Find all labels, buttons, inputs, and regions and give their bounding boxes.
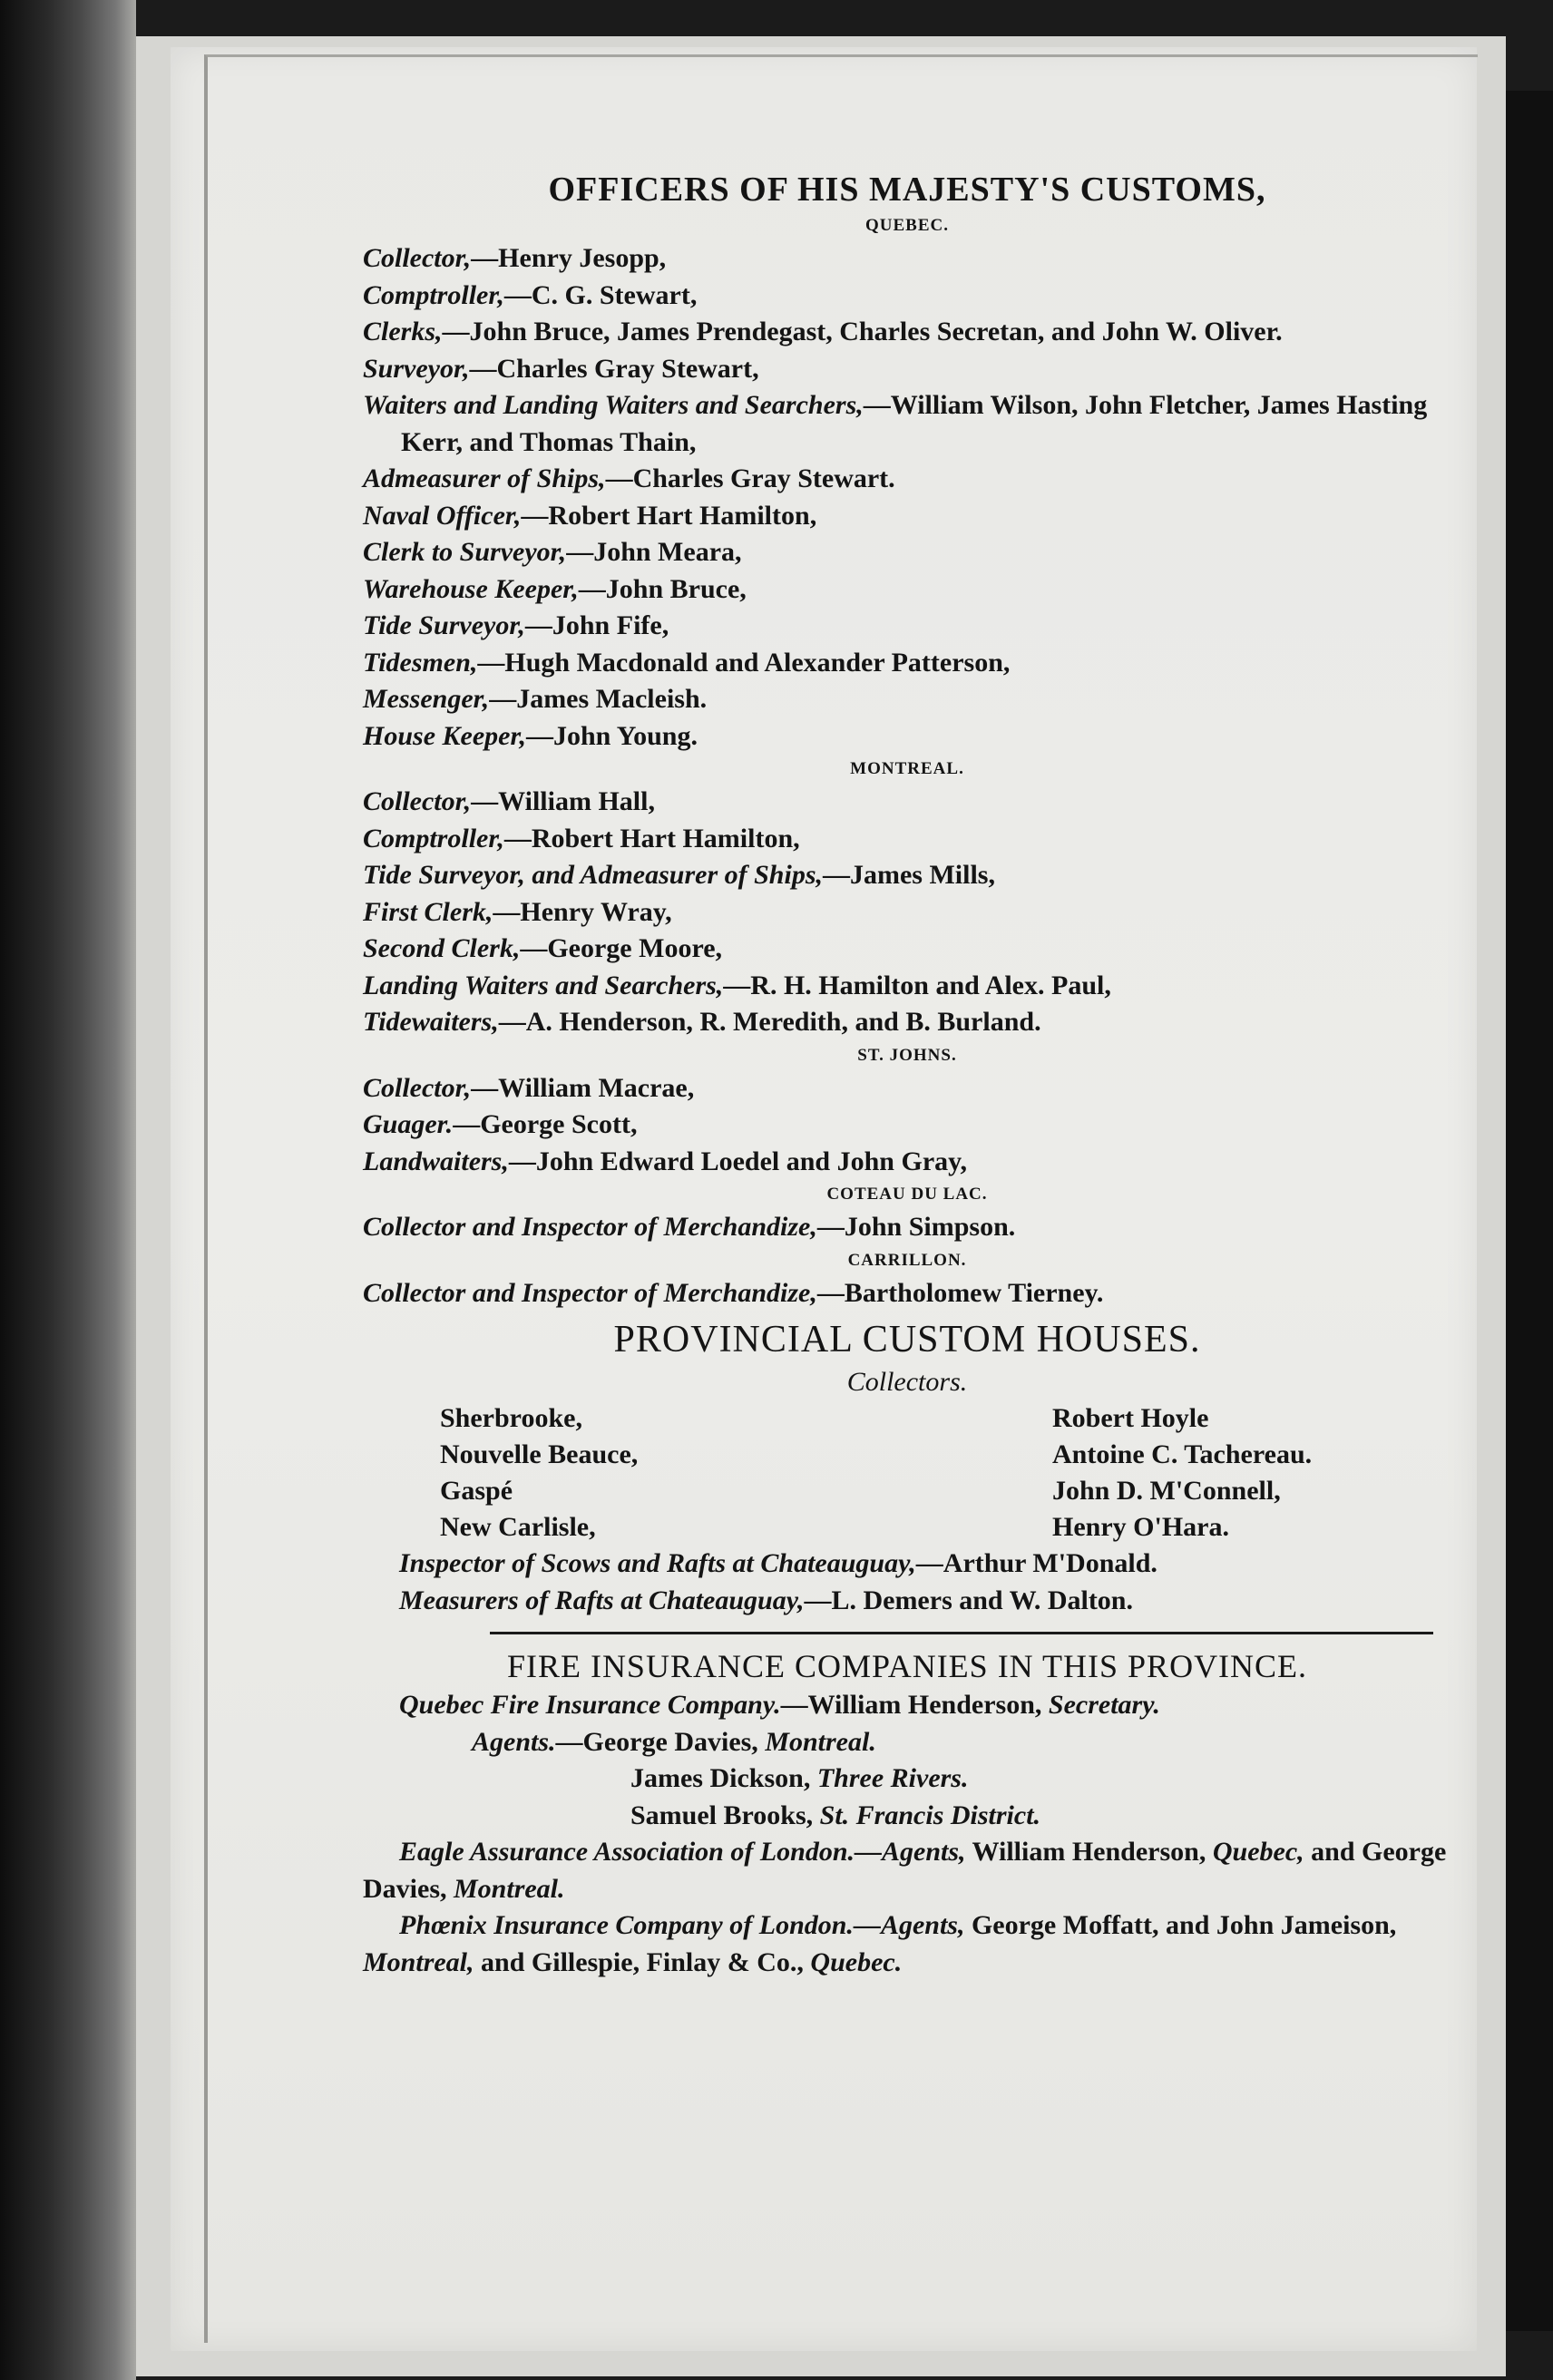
officer-entry (363, 534, 1451, 571)
officer-role: Warehouse Keeper, (363, 573, 579, 604)
quebec-fire-secretary-name: —William Henderson, (780, 1690, 1042, 1720)
officer-role: Landing Waiters and Searchers, (363, 970, 724, 1000)
officer-role: Clerk to Surveyor, (363, 537, 567, 567)
officer-role: Collector, (363, 1072, 472, 1103)
officer-entry (363, 821, 1451, 858)
eagle-agent2: and George Davies, (363, 1837, 1447, 1904)
provincial-collector: Henry O'Hara. (1052, 1512, 1229, 1542)
officer-role: Measurers of Rafts at Chateauguay, (399, 1585, 805, 1615)
provincial-extra-entry (399, 1583, 1451, 1620)
provincial-table (363, 1400, 1451, 1546)
provincial-title: PROVINCIAL CUSTOM HOUSES. (613, 1319, 1201, 1361)
provincial-collector: Antoine C. Tachereau. (1052, 1439, 1313, 1469)
officer-name: —George Scott, (453, 1109, 638, 1139)
provincial-collector: John D. M'Connell, (1052, 1476, 1281, 1506)
document-content (363, 168, 1451, 1981)
officer-name: —John Edward Loedel and John Gray, (508, 1146, 967, 1176)
quebec-fire-company: Quebec Fire Insurance Company. (399, 1690, 781, 1720)
eagle-place2: Montreal. (454, 1873, 565, 1904)
provincial-extra-entry (399, 1546, 1451, 1583)
officer-entry (363, 645, 1451, 682)
officer-name: —George Moore, (520, 933, 723, 963)
agent1-place: Montreal. (765, 1726, 876, 1757)
phoenix-place2: Quebec. (810, 1946, 903, 1977)
officer-entry (363, 240, 1451, 278)
officer-name: —John Bruce, James Prendegast, Charles Secretan, and John W. Oliver. (442, 317, 1283, 346)
section-heading: COTEAU DU LAC. (826, 1185, 988, 1204)
officer-role: Collector, (363, 243, 472, 273)
eagle-company: Eagle Assurance Association of London. (399, 1837, 855, 1867)
agents-label: Agents. (472, 1726, 556, 1757)
officer-role: Landwaiters, (363, 1146, 509, 1176)
officer-name: —L. Demers and W. Dalton. (804, 1585, 1133, 1615)
officer-role: Collector and Inspector of Merchandize, (363, 1212, 817, 1242)
officer-name: —C. G. Stewart, (503, 279, 698, 310)
officer-role: Comptroller, (363, 823, 504, 853)
officer-role: Comptroller, (363, 279, 504, 310)
agent-line-1 (363, 1724, 1451, 1761)
officer-entry (363, 931, 1451, 968)
officer-name: —Henry Jesopp, (471, 243, 667, 273)
officer-entry (363, 608, 1451, 645)
officer-entry (363, 968, 1451, 1005)
agent2-place: Three Rivers. (816, 1763, 969, 1793)
agent-line-3 (363, 1798, 1451, 1835)
officer-role: Inspector of Scows and Rafts at Chateauguay, (399, 1548, 916, 1578)
officer-role: Admeasurer of Ships, (363, 463, 606, 493)
officer-name: —Bartholomew Tierney. (816, 1277, 1104, 1308)
officer-name: —R. H. Hamilton and Alex. Paul, (723, 970, 1111, 1000)
officer-entry (363, 894, 1451, 932)
officer-entry (363, 784, 1451, 821)
officer-role: Tidewaiters, (363, 1007, 499, 1037)
officer-name: —Arthur M'Donald. (915, 1548, 1157, 1578)
officer-entry (363, 278, 1451, 315)
officer-entry (363, 1209, 1451, 1246)
agent-line-2 (363, 1761, 1451, 1798)
section-heading: CARRILLON. (847, 1250, 967, 1270)
page-title: OFFICERS OF HIS MAJESTY'S CUSTOMS, (548, 171, 1266, 209)
phoenix-agent1: George Moffatt, and John Jameison, (971, 1910, 1397, 1940)
officer-role: Tide Surveyor, (363, 610, 525, 640)
officer-entry (363, 498, 1451, 535)
section-heading: ST. JOHNS. (857, 1045, 957, 1065)
officer-name: —William Wilson, John Fletcher, James Hasting Kerr, and Thomas Thain, (401, 390, 1428, 457)
officer-role: Tide Surveyor, and Admeasurer of Ships, (363, 860, 823, 890)
facing-page-edge (1506, 91, 1553, 2331)
phoenix-agents-label: —Agents, (853, 1910, 965, 1940)
provincial-place: Gaspé (440, 1476, 513, 1506)
officer-entry (363, 461, 1451, 498)
officer-role: Second Clerk, (363, 933, 521, 963)
phoenix-company: Phœnix Insurance Company of London. (399, 1910, 854, 1940)
officer-name: —Charles Gray Stewart, (469, 353, 759, 384)
officer-name: —Robert Hart Hamilton, (521, 500, 817, 531)
officer-entry (363, 314, 1451, 351)
officer-name: —Henry Wray, (493, 896, 672, 927)
officer-role: Collector, (363, 786, 472, 816)
eagle-agent1: William Henderson, (972, 1837, 1206, 1867)
officer-name: —John Young. (526, 720, 698, 751)
officer-name: —William Macrae, (471, 1072, 695, 1103)
officer-role: Tidesmen, (363, 647, 478, 678)
officer-entry (363, 571, 1451, 609)
officer-entry (363, 681, 1451, 718)
phoenix-agent2: and Gillespie, Finlay & Co., (481, 1946, 804, 1977)
phoenix-paragraph (363, 1907, 1451, 1981)
officer-role: Surveyor, (363, 353, 470, 384)
officer-name: —A. Henderson, R. Meredith, and B. Burland. (498, 1007, 1041, 1037)
phoenix-place1: Montreal, (363, 1946, 474, 1977)
provincial-place: Sherbrooke, (440, 1403, 582, 1433)
quebec-fire-line (363, 1687, 1451, 1724)
officer-name: —James Mills, (823, 860, 995, 890)
provincial-subtitle: Collectors. (846, 1367, 968, 1397)
officer-role: Waiters and Landing Waiters and Searchers, (363, 390, 864, 420)
eagle-place1: Quebec, (1212, 1837, 1304, 1867)
officer-name: —John Simpson. (816, 1212, 1016, 1242)
customs-sections (363, 211, 1451, 1312)
officer-role: Clerks, (363, 317, 443, 346)
provincial-row (363, 1509, 1451, 1546)
agent2-name: James Dickson, (630, 1763, 811, 1793)
provincial-place: Nouvelle Beauce, (440, 1439, 639, 1469)
officer-name: —John Bruce, (578, 573, 747, 604)
officer-role: First Clerk, (363, 896, 493, 927)
officer-name: —Charles Gray Stewart. (605, 463, 895, 493)
section-heading: MONTREAL. (850, 759, 964, 778)
divider-rule (490, 1632, 1433, 1634)
officer-role: Collector and Inspector of Merchandize, (363, 1277, 817, 1308)
officer-name: —Robert Hart Hamilton, (503, 823, 800, 853)
agent1-name: —George Davies, (555, 1726, 758, 1757)
provincial-row (363, 1473, 1451, 1509)
officer-entry (363, 1070, 1451, 1107)
quebec-fire-secretary-role: Secretary. (1048, 1690, 1160, 1720)
section-heading: QUEBEC. (865, 216, 949, 235)
provincial-row (363, 1400, 1451, 1437)
officer-role: Guager. (363, 1109, 454, 1139)
officer-entry (363, 351, 1451, 388)
officer-role: Messenger, (363, 684, 490, 714)
officer-name: —John Fife, (524, 610, 669, 640)
officer-role: House Keeper, (363, 720, 526, 751)
officer-entry (363, 387, 1451, 461)
fire-insurance-title: FIRE INSURANCE COMPANIES IN THIS PROVINCE. (506, 1648, 1308, 1684)
provincial-extra (363, 1546, 1451, 1619)
eagle-agents-label: —Agents, (855, 1837, 966, 1867)
officer-entry (363, 1275, 1451, 1312)
provincial-collector: Robert Hoyle (1052, 1403, 1209, 1433)
provincial-row (363, 1437, 1451, 1473)
officer-entry (363, 857, 1451, 894)
officer-role: Naval Officer, (363, 500, 522, 531)
officer-name: —John Meara, (566, 537, 742, 567)
officer-entry (363, 1004, 1451, 1041)
officer-name: —James Macleish. (489, 684, 708, 714)
officer-entry (363, 718, 1451, 756)
agent3-place: St. Francis District. (819, 1800, 1041, 1830)
book-binding (0, 0, 136, 2380)
officer-name: —William Hall, (471, 786, 655, 816)
officer-entry (363, 1107, 1451, 1144)
agent3-name: Samuel Brooks, (630, 1800, 814, 1830)
eagle-paragraph (363, 1834, 1451, 1907)
officer-name: —Hugh Macdonald and Alexander Patterson, (477, 647, 1011, 678)
officer-entry (363, 1144, 1451, 1181)
provincial-place: New Carlisle, (440, 1512, 596, 1542)
